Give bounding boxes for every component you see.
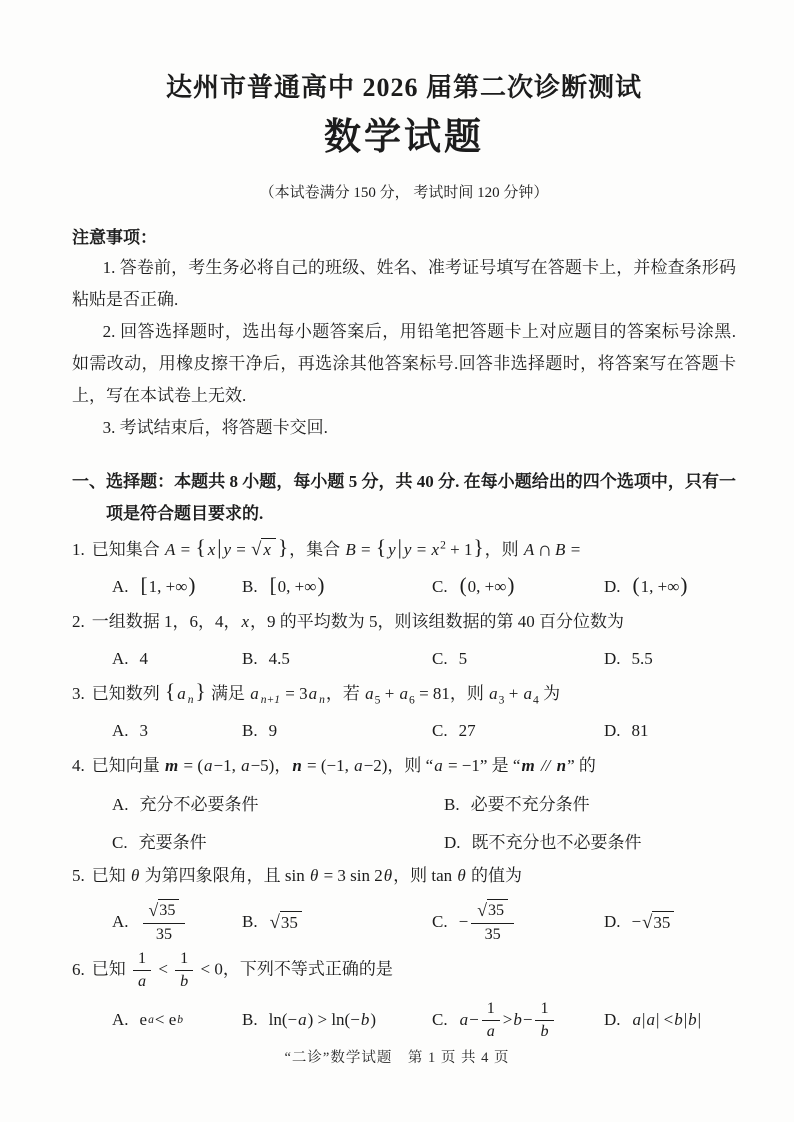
math-fraction [482, 999, 500, 1042]
math-text: ) > ln(− [307, 1010, 360, 1030]
math-variable: x [207, 540, 216, 559]
question-3 [72, 677, 736, 745]
math-text: 1 [540, 999, 549, 1017]
math-text: < 0，下列不等式正确的是 [196, 959, 393, 979]
math-denominator [143, 924, 186, 945]
option-label: B. [242, 649, 258, 668]
option-C [112, 829, 444, 857]
math-variable: a [365, 684, 374, 703]
math-delimiter: ) [680, 573, 688, 598]
question-stem [72, 859, 736, 893]
math-text: − [631, 912, 642, 932]
options-row [112, 573, 736, 601]
math-sqrt-body [158, 899, 179, 920]
option-B [444, 791, 736, 819]
math-sqrt [270, 911, 302, 933]
math-variable: a [250, 684, 259, 703]
math-text: 已知 [91, 866, 130, 885]
math-delimiter: { [195, 535, 206, 559]
math-text: 为 [538, 684, 561, 703]
option-label: D. [604, 1010, 621, 1030]
math-text: 5 [458, 649, 468, 668]
options-row [112, 791, 736, 857]
option-label: B. [242, 1010, 258, 1030]
question-list [72, 532, 736, 1042]
math-delimiter: } [473, 535, 484, 559]
math-text: ，则 [484, 540, 523, 559]
option-label: D. [604, 721, 621, 740]
math-text: − [522, 1010, 533, 1030]
option-label: D. [604, 577, 621, 596]
math-subscript: 3 [498, 693, 505, 707]
math-text: | [642, 1010, 646, 1030]
math-variable: a [241, 756, 250, 775]
math-text: 35 [484, 926, 501, 944]
math-sqrt-body [652, 911, 674, 933]
math-text: 4 [139, 649, 149, 668]
math-text: −1, [213, 756, 241, 775]
math-vector: n [556, 756, 567, 775]
math-text: 必要不充分条件 [470, 795, 590, 814]
option-D [604, 573, 736, 601]
math-text: ，9 的平均数为 5，则该组数据的第 40 百分位数为 [250, 612, 625, 631]
math-text: ln(− [268, 1010, 298, 1030]
option-A [112, 899, 242, 945]
math-text: 已知向量 [91, 756, 164, 775]
question-2 [72, 605, 736, 673]
math-denominator [535, 1021, 553, 1042]
math-variable: B [555, 540, 566, 559]
math-variable: θ [131, 866, 140, 885]
math-text: | [683, 1010, 688, 1030]
math-variable: B [345, 540, 356, 559]
math-text: 1 [180, 950, 189, 968]
option-label: D. [604, 912, 621, 932]
option-label: A. [112, 721, 129, 740]
option-label: B. [242, 721, 258, 740]
math-variable: a [203, 756, 213, 775]
math-variable: b [540, 1022, 549, 1040]
math-sqrt-body [280, 911, 302, 933]
math-sqrt [251, 538, 276, 560]
exam-meta: （本试卷满分 150 分， 考试时间 120 分钟） [259, 185, 549, 201]
math-subscript: n+1 [260, 693, 281, 707]
math-variable: θ [309, 866, 319, 885]
question-number: 1. [72, 540, 85, 559]
math-variable: a [138, 973, 147, 991]
math-text: 1, +∞ [640, 577, 680, 596]
math-text: 9 [268, 721, 278, 740]
math-variable: a [354, 756, 363, 775]
math-text: = −1” 是 “ [443, 756, 521, 775]
math-numerator [471, 899, 514, 924]
options-row [112, 899, 736, 945]
math-subscript: n [187, 693, 194, 707]
math-variable: a [523, 684, 533, 703]
math-text: = [356, 540, 375, 559]
math-numerator [535, 999, 553, 1021]
math-text: 5.5 [631, 649, 653, 668]
math-variable: b [688, 1010, 697, 1030]
option-label: A. [112, 577, 129, 596]
math-variable: a [298, 1010, 307, 1030]
math-fraction [143, 899, 186, 945]
math-subscript: 5 [374, 693, 381, 707]
math-variable: // [536, 756, 555, 775]
math-fraction [175, 949, 193, 992]
math-text: 的值为 [466, 866, 522, 885]
option-B [242, 717, 432, 745]
math-intersection: ∩ [537, 539, 553, 561]
math-delimiter: ) [507, 573, 515, 598]
math-delimiter: ( [459, 573, 467, 598]
radical-sign-icon: √ [269, 911, 280, 933]
math-delimiter: [ [269, 573, 277, 598]
notice-section [72, 224, 736, 444]
math-text: 35 [280, 912, 298, 932]
math-text: 81 [631, 721, 649, 740]
math-text: − [458, 912, 469, 932]
math-delimiter: } [195, 679, 206, 703]
math-text: 满足 [206, 684, 250, 703]
math-text: 35 [653, 912, 671, 932]
math-text: | < [655, 1010, 674, 1030]
math-delimiter: | [217, 535, 222, 559]
math-variable: y [403, 540, 412, 559]
question-5 [72, 859, 736, 945]
math-numerator [133, 949, 151, 971]
math-delimiter: [ [140, 573, 148, 598]
option-D [604, 717, 736, 745]
math-denominator [175, 971, 193, 992]
math-text: ) [370, 1010, 376, 1030]
math-text: 35 [487, 902, 505, 919]
option-label: B. [242, 577, 258, 596]
option-label: B. [444, 795, 460, 814]
math-text: + [380, 684, 399, 703]
math-text: = [412, 540, 431, 559]
math-variable: a [308, 684, 318, 703]
math-delimiter: ) [317, 573, 325, 598]
math-delimiter: | [397, 535, 402, 559]
math-vector: m [521, 756, 535, 775]
math-denominator [133, 971, 151, 992]
math-text: = 3 sin 2 [319, 866, 383, 885]
math-variable: b [674, 1010, 683, 1030]
question-number: 3. [72, 684, 85, 703]
math-variable: b [513, 1010, 522, 1030]
math-text: 1 [486, 999, 495, 1017]
page-footer: “二诊”数学试题 第 1 页 共 4 页 [284, 1050, 510, 1066]
option-B [242, 1006, 432, 1034]
option-label: D. [604, 649, 621, 668]
question-number: 2. [72, 612, 85, 631]
math-text: 35 [155, 926, 173, 944]
option-D [604, 645, 736, 673]
math-fraction [133, 949, 151, 992]
math-variable: y [388, 540, 396, 559]
option-A [112, 573, 242, 601]
exam-subtitle: 数学试题 [324, 117, 484, 158]
option-A [112, 717, 242, 745]
math-delimiter: ( [632, 573, 640, 598]
option-label: C. [432, 1010, 448, 1030]
radical-sign-icon: √ [251, 539, 262, 560]
option-label: C. [432, 721, 448, 740]
math-variable: a [399, 684, 409, 703]
notice-item-1: 1. 答卷前，考生务必将自己的班级、姓名、准考证号填写在答题卡上，并检查条形码粘贴是否正确. [72, 258, 736, 309]
math-variable: θ [383, 866, 393, 885]
math-sqrt-body [261, 538, 276, 560]
math-variable: a [434, 756, 443, 775]
math-text: 为第四象限角，且 sin [140, 866, 309, 885]
math-delimiter: ) [188, 573, 196, 598]
math-denominator [471, 924, 514, 945]
math-text: 已知 [91, 959, 130, 979]
math-numerator [143, 899, 186, 924]
math-variable: y [223, 540, 232, 559]
section-heading: 一、选择题：本题共 8 小题，每小题 5 分，共 40 分. 在每小题给出的四个选项中，只有一项是符合题目要求的. [72, 472, 736, 523]
question-number: 4. [72, 756, 85, 775]
math-text: > [502, 1010, 513, 1030]
math-delimiter: } [277, 535, 289, 559]
math-superscript: 2 [440, 538, 446, 552]
option-label: C. [432, 577, 448, 596]
math-fraction [471, 899, 514, 945]
math-variable: a [632, 1010, 642, 1030]
option-label: A. [112, 649, 129, 668]
question-number: 5. [72, 866, 85, 885]
math-text: 0, +∞ [277, 577, 317, 596]
math-variable: a [459, 1010, 469, 1030]
option-B [242, 908, 432, 936]
math-text: < [154, 959, 173, 979]
math-text: e [139, 1010, 148, 1030]
math-text: ” 的 [567, 756, 596, 775]
math-text: ，则 tan [393, 866, 457, 885]
question-number: 6. [72, 959, 85, 979]
option-label: C. [112, 833, 128, 852]
math-sqrt [149, 899, 180, 920]
notice-heading: 注意事项： [72, 228, 157, 247]
option-C [432, 645, 604, 673]
question-6 [72, 949, 736, 1042]
math-subscript: n [319, 693, 325, 707]
options-row [112, 645, 736, 673]
math-variable: b [180, 973, 189, 991]
math-subscript: 4 [533, 693, 539, 707]
option-C [432, 573, 604, 601]
math-variable: b [360, 1010, 370, 1030]
question-stem [72, 749, 736, 783]
math-text: 1 [138, 950, 147, 968]
option-label: B. [242, 912, 258, 932]
math-variable: x [263, 540, 271, 560]
option-D [604, 1006, 736, 1034]
math-variable: A [165, 540, 176, 559]
option-C [432, 717, 604, 745]
math-text: −5)， [250, 756, 292, 775]
option-A [112, 645, 242, 673]
math-denominator [482, 1021, 500, 1042]
math-variable: a [177, 684, 186, 703]
math-text: = (−1, [302, 756, 354, 775]
option-B [242, 573, 432, 601]
math-text: 一组数据 1，6，4， [91, 612, 241, 631]
option-C [432, 999, 604, 1042]
math-text: = [176, 540, 195, 559]
math-text: 既不充分也不必要条件 [471, 833, 642, 852]
question-1 [72, 532, 736, 601]
math-text: −2)，则 “ [363, 756, 434, 775]
math-text: = [566, 540, 581, 559]
math-sqrt-body [487, 899, 508, 920]
options-row [112, 999, 736, 1042]
math-text: + [504, 684, 523, 703]
math-variable: x [431, 540, 440, 559]
math-text: = 81，则 [414, 684, 489, 703]
option-label: C. [432, 649, 448, 668]
math-text: ，集合 [289, 540, 345, 559]
option-D [604, 908, 736, 936]
math-sqrt [477, 899, 508, 920]
math-vector: m [165, 756, 179, 775]
math-text: 已知数列 [91, 684, 164, 703]
option-A [112, 791, 444, 819]
math-numerator [482, 999, 500, 1021]
math-text: 充要条件 [138, 833, 207, 852]
math-text: = 3 [281, 684, 308, 703]
math-text: + 1 [445, 540, 473, 559]
math-variable: A [523, 540, 535, 559]
math-sqrt [642, 911, 674, 933]
question-4 [72, 749, 736, 857]
math-text: 27 [458, 721, 476, 740]
math-delimiter: { [375, 535, 387, 559]
math-text: 1, +∞ [148, 577, 188, 596]
option-label: A. [112, 1010, 129, 1030]
options-row [112, 717, 736, 745]
option-C [432, 899, 604, 945]
math-text: 充分不必要条件 [139, 795, 259, 814]
math-variable: a [486, 1022, 495, 1040]
radical-sign-icon: √ [148, 899, 159, 920]
math-text: < e [154, 1010, 177, 1030]
option-B [242, 645, 432, 673]
math-numerator [175, 949, 193, 971]
math-variable: θ [457, 866, 466, 885]
math-text: 已知集合 [91, 540, 164, 559]
option-label: A. [112, 795, 129, 814]
math-variable: x [241, 612, 250, 631]
option-A: A. e a < e b [112, 1006, 242, 1034]
radical-sign-icon: √ [477, 899, 487, 920]
notice-item-2: 2. 回答选择题时，选出每小题答案后，用铅笔把答题卡上对应题目的答案标号涂黑. 如需改动，用橡皮擦干净后，再选涂其他答案标号.回答非选择题时，将答案写在答题卡上，写在本试卷上无效. [72, 322, 736, 405]
math-text: = ( [179, 756, 203, 775]
math-variable: a [489, 684, 498, 703]
option-label: C. [432, 912, 448, 932]
option-D [444, 829, 736, 857]
question-stem [72, 677, 736, 711]
math-text: | [697, 1010, 701, 1030]
math-text: 35 [159, 902, 176, 919]
math-vector: n [292, 756, 302, 775]
math-delimiter: { [165, 679, 176, 703]
math-text: 3 [139, 721, 149, 740]
math-text: 4.5 [268, 649, 290, 668]
math-text: ，若 [325, 684, 365, 703]
math-text: = [232, 540, 251, 559]
math-variable: a [646, 1010, 655, 1030]
option-label: A. [112, 912, 129, 932]
option-label: D. [444, 833, 461, 852]
notice-item-3: 3. 考试结束后，将答题卡交回. [102, 418, 328, 437]
question-stem [72, 532, 736, 567]
question-stem [72, 949, 736, 992]
math-text: − [469, 1010, 479, 1030]
radical-sign-icon: √ [642, 911, 653, 933]
question-stem [72, 605, 736, 639]
math-fraction [535, 999, 553, 1042]
exam-title: 达州市普通高中 2026 届第二次诊断测试 [165, 73, 642, 102]
math-text: 0, +∞ [467, 577, 507, 596]
math-subscript: 6 [409, 693, 415, 707]
